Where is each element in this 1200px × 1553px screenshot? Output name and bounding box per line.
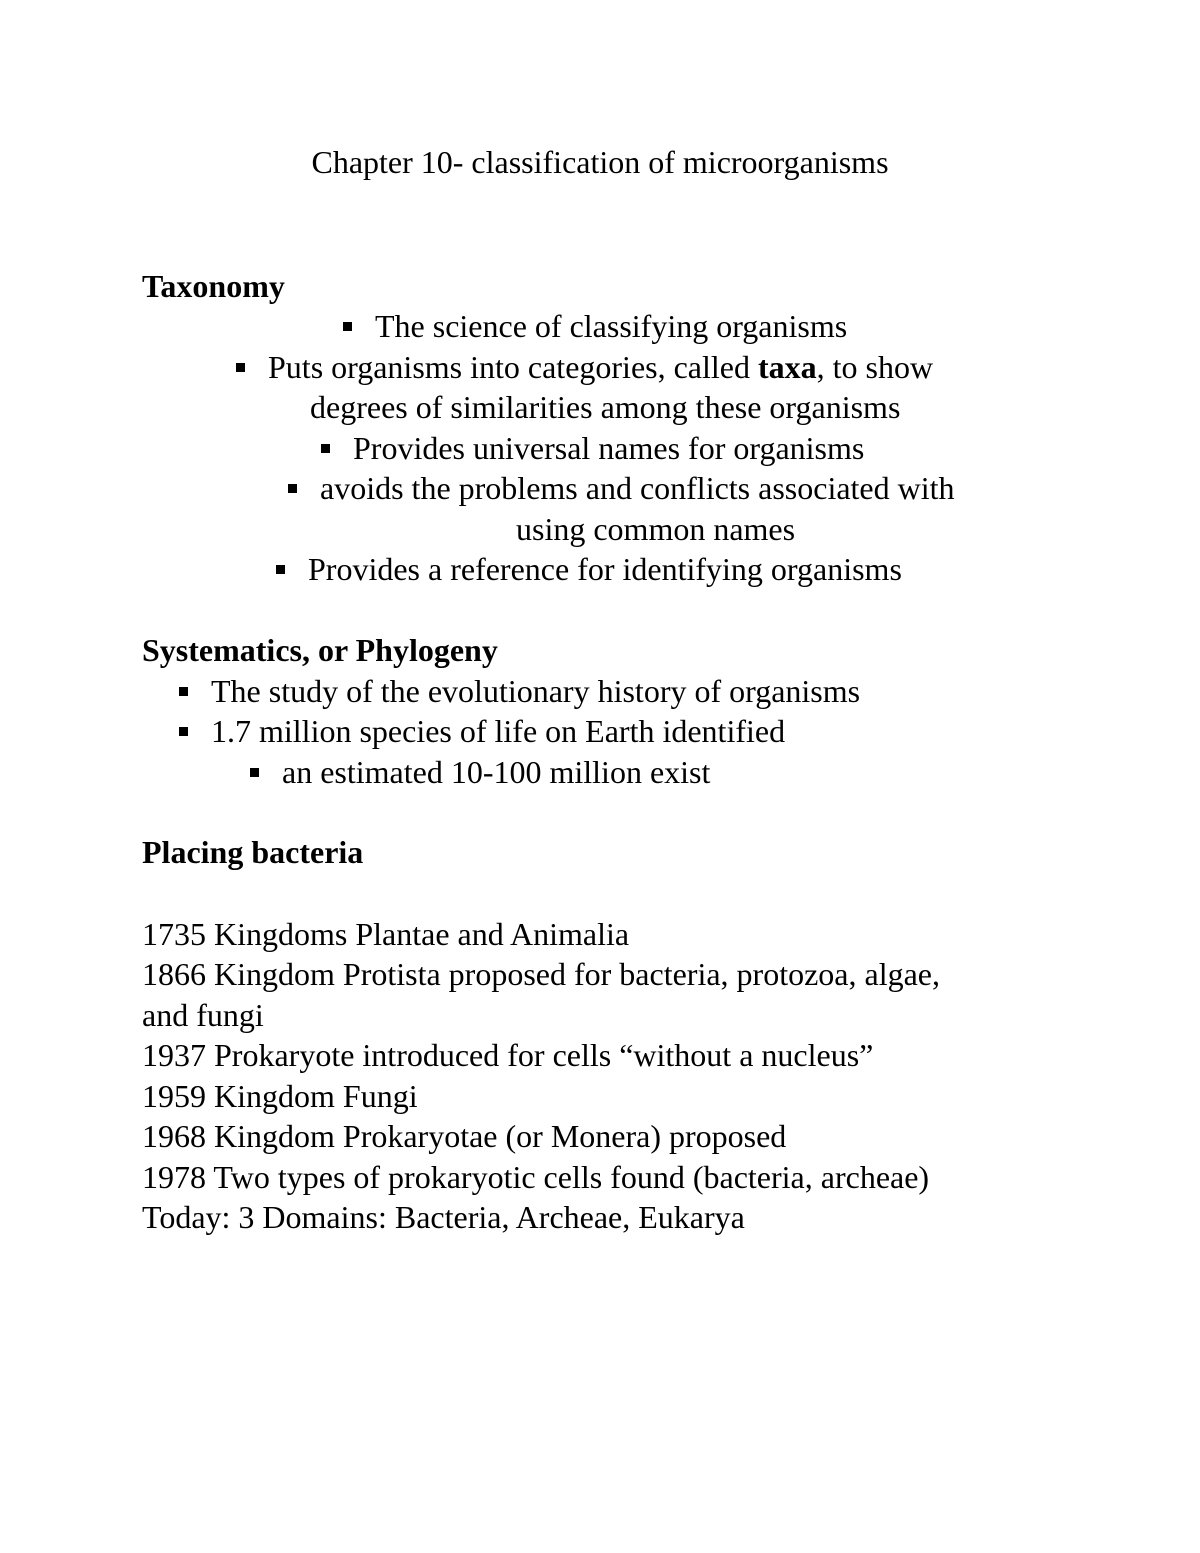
list-item-text: The science of classifying organisms <box>375 308 848 344</box>
list-item <box>276 549 902 589</box>
timeline-line: and fungi <box>142 997 264 1033</box>
section-heading-taxonomy: Taxonomy <box>142 268 285 304</box>
square-bullet-icon <box>288 484 297 493</box>
list-item <box>321 428 864 468</box>
list-item-text: an estimated 10-100 million exist <box>282 754 711 790</box>
square-bullet-icon <box>236 363 245 372</box>
square-bullet-icon <box>321 444 330 453</box>
timeline-line: 1959 Kingdom Fungi <box>142 1078 418 1114</box>
list-item-text: The study of the evolutionary history of organisms <box>211 673 861 709</box>
list-item <box>250 752 710 792</box>
timeline-line: 1937 Prokaryote introduced for cells “without a nucleus” <box>142 1037 874 1073</box>
list-item <box>288 468 955 508</box>
square-bullet-icon <box>179 727 188 736</box>
timeline-line: 1978 Two types of prokaryotic cells found (bacteria, archeae) <box>142 1159 930 1195</box>
bold-term-taxa: taxa <box>757 349 817 385</box>
timeline-line: 1735 Kingdoms Plantae and Animalia <box>142 916 630 952</box>
list-item <box>236 347 933 387</box>
list-item-text: Provides a reference for identifying organisms <box>308 551 902 587</box>
timeline-line: Today: 3 Domains: Bacteria, Archeae, Eukarya <box>142 1199 745 1235</box>
section-heading-placing-bacteria: Placing bacteria <box>142 834 364 870</box>
page-title: Chapter 10- classification of microorganisms <box>311 144 889 180</box>
list-item-text: Provides universal names for organisms <box>353 430 865 466</box>
timeline-line: 1866 Kingdom Protista proposed for bacteria, protozoa, algae, <box>142 956 940 992</box>
list-item-text: 1.7 million species of life on Earth identified <box>211 713 786 749</box>
list-item-text: avoids the problems and conflicts associated with <box>320 470 955 506</box>
list-item <box>343 306 847 346</box>
list-item-continuation: using common names <box>516 511 796 547</box>
square-bullet-icon <box>179 687 188 696</box>
square-bullet-icon <box>276 565 285 574</box>
list-item-text: Puts organisms into categories, called taxa, to show <box>268 349 934 385</box>
section-heading-systematics: Systematics, or Phylogeny <box>142 632 498 668</box>
timeline-line: 1968 Kingdom Prokaryotae (or Monera) proposed <box>142 1118 787 1154</box>
list-item-continuation: degrees of similarities among these organisms <box>310 389 901 425</box>
list-item <box>179 711 785 751</box>
list-item <box>179 671 860 711</box>
square-bullet-icon <box>250 768 259 777</box>
square-bullet-icon <box>343 322 352 331</box>
